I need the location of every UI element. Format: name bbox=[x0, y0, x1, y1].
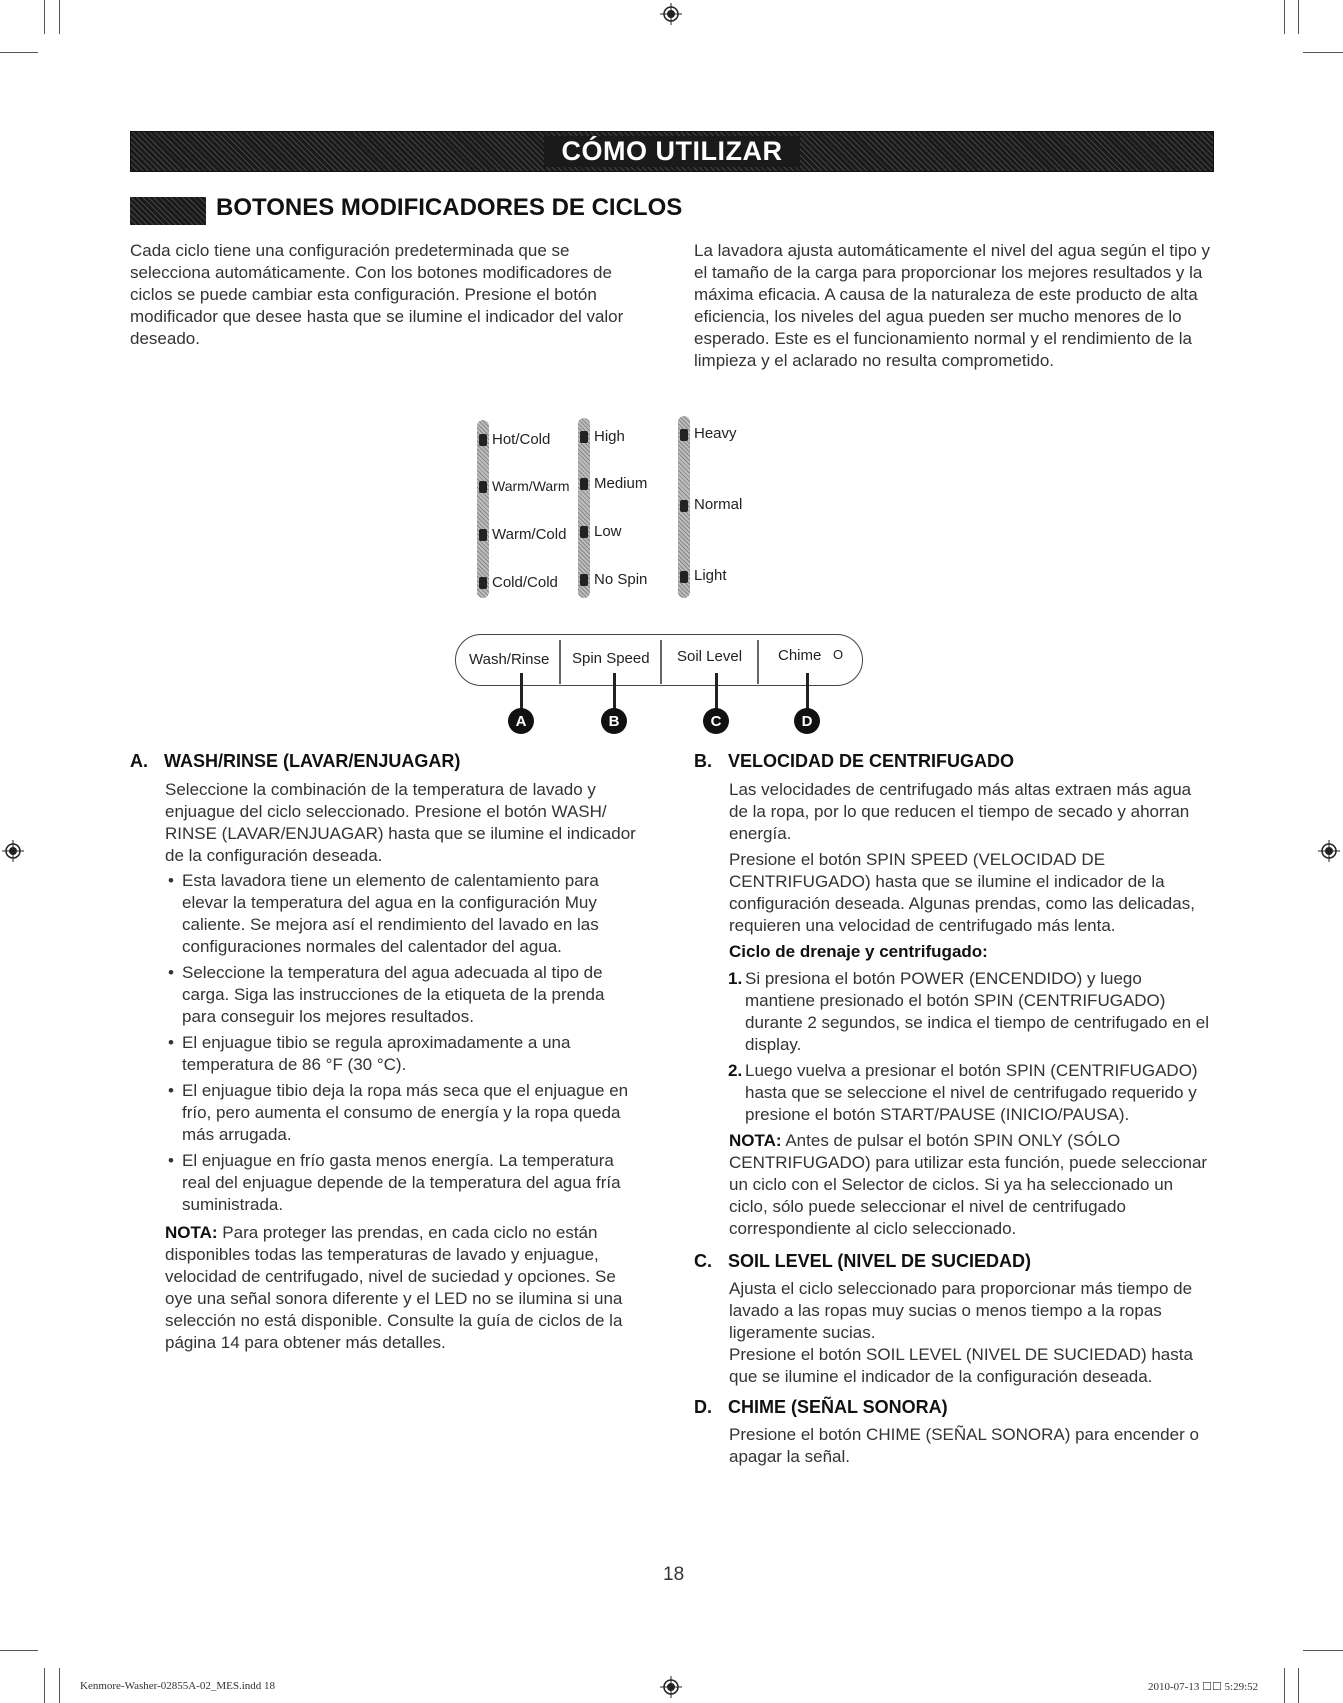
step-number: 2. bbox=[728, 1061, 743, 1080]
section-c-title: SOIL LEVEL (NIVEL DE SUCIEDAD) bbox=[728, 1251, 1032, 1271]
section-c-heading bbox=[694, 1251, 1031, 1272]
section-a-note bbox=[165, 1222, 643, 1354]
section-c-para: Presione el botón SOIL LEVEL (NIVEL DE SUCIEDAD) hasta que se ilumine el indicador de la configuración deseada. bbox=[729, 1345, 1193, 1386]
intro-left: Cada ciclo tiene una configuración predeterminada que se selecciona automáticamente. Con los botones modificadores de ciclos se puede cambiar esta configuración. Presione el botón modificador que desee hasta que se ilumine el indicador del valor deseado. bbox=[130, 241, 624, 348]
section-d-title: CHIME (SEÑAL SONORA) bbox=[728, 1397, 948, 1417]
led-indicator bbox=[580, 478, 588, 490]
callout-c: C bbox=[703, 708, 729, 734]
section-a-bullet: • El enjuague tibio deja la ropa más seca que el enjuague en frío, pero aumenta el consumo de energía y la ropa queda más arrugada. bbox=[182, 1080, 632, 1146]
section-d-para: Presione el botón CHIME (SEÑAL SONORA) para encender o apagar la señal. bbox=[729, 1425, 1199, 1466]
spin-option: High bbox=[594, 428, 625, 445]
section-a-bullet: • El enjuague tibio se regula aproximadamente a una temperatura de 86 °F (30 °C). bbox=[182, 1032, 622, 1076]
chime-indicator-icon: O bbox=[833, 647, 844, 662]
spin-led-bar bbox=[578, 418, 590, 598]
note-text: Antes de pulsar el botón SPIN ONLY (SÓLO CENTRIFUGADO) para utilizar esta función, puede seleccionar un ciclo con el Selector de ciclos. Si ya ha seleccionado un ciclo, sólo puede seleccionar el nivel de centrifugado correspondiente al ciclo seleccionado. bbox=[729, 1131, 1208, 1238]
led-indicator bbox=[479, 481, 487, 493]
section-b-step bbox=[728, 1060, 1213, 1126]
section-a-bullet: • Seleccione la temperatura del agua adecuada al tipo de carga. Siga las instrucciones de la etiqueta de la prenda para conseguir los mejores resultados. bbox=[182, 962, 622, 1028]
section-letter: B. bbox=[694, 751, 712, 771]
led-indicator bbox=[479, 434, 487, 446]
section-b-step bbox=[728, 968, 1213, 1056]
crop-mark bbox=[1303, 52, 1343, 53]
crop-mark bbox=[44, 1668, 45, 1703]
footer-timestamp: 2010-07-13 ☐☐ 5:29:52 bbox=[1148, 1681, 1259, 1693]
soil-option: Heavy bbox=[694, 425, 737, 442]
step-text: Si presiona el botón POWER (ENCENDIDO) y luego mantiene presionado el botón SPIN (CENTRIFUGADO) durante 2 segundos, se indica el tiempo de centrifugado en el display. bbox=[745, 969, 1210, 1054]
crop-mark bbox=[44, 0, 45, 34]
section-b-para: Las velocidades de centrifugado más altas extraen más agua de la ropa, por lo que reducen el tiempo de secado y ahorran energía. bbox=[729, 780, 1192, 843]
led-indicator bbox=[479, 577, 487, 589]
section-a-bullet: • Esta lavadora tiene un elemento de calentamiento para elevar la temperatura del agua en la configuración Muy caliente. Se mejora así el rendimiento del lavado en las configuraciones normales del calentador del agua. bbox=[182, 870, 622, 958]
footer-file-info: Kenmore-Washer-02855A-02_MES.indd 18 bbox=[80, 1680, 276, 1692]
spin-option: Low bbox=[594, 523, 622, 540]
led-indicator bbox=[680, 500, 688, 512]
registration-mark-icon bbox=[2, 840, 24, 862]
soil-option: Normal bbox=[694, 496, 743, 513]
registration-mark-icon bbox=[660, 1676, 682, 1698]
temp-option: Warm/Warm bbox=[492, 478, 570, 494]
wash-rinse-button[interactable]: Wash/Rinse bbox=[469, 651, 550, 668]
section-d-heading bbox=[694, 1397, 948, 1418]
note-text: Para proteger las prendas, en cada ciclo no están disponibles todas las temperaturas de lavado y enjuague, velocidad de centrifugado, nivel de suciedad y opciones. Se oye una señal sonora diferente y el LED no se ilumina si una selección no está disponible. Consulte la guía de ciclos de la página 14 para obtener más detalles. bbox=[165, 1223, 623, 1352]
step-text: Luego vuelva a presionar el botón SPIN (CENTRIFUGADO) hasta que se seleccione el nivel de centrifugado requerido y presione el botón START/PAUSE (INICIO/PAUSA). bbox=[745, 1061, 1198, 1124]
crop-mark bbox=[59, 1668, 60, 1703]
chime-button[interactable]: Chime bbox=[778, 647, 822, 664]
registration-mark-icon bbox=[1318, 840, 1340, 862]
led-indicator bbox=[580, 526, 588, 538]
crop-mark bbox=[0, 1650, 38, 1651]
led-indicator bbox=[580, 574, 588, 586]
section-a-bullet: • El enjuague en frío gasta menos energía. La temperatura real del enjuague depende de la temperatura del agua fría suministrada. bbox=[182, 1150, 632, 1216]
callout-b: B bbox=[601, 708, 627, 734]
section-b-title: VELOCIDAD DE CENTRIFUGADO bbox=[728, 751, 1015, 771]
temp-led-bar bbox=[477, 420, 489, 598]
section-b-subheading: Ciclo de drenaje y centrifugado: bbox=[729, 942, 988, 961]
callout-stem bbox=[520, 673, 523, 709]
section-letter: C. bbox=[694, 1251, 712, 1271]
crop-mark bbox=[59, 0, 60, 34]
led-indicator bbox=[580, 431, 588, 443]
section-title: BOTONES MODIFICADORES DE CICLOS bbox=[216, 194, 683, 221]
section-a-para: Seleccione la combinación de la temperatura de lavado y enjuague del ciclo seleccionado. Presione el botón WASH/ RINSE (LAVAR/ENJUAGAR) hasta que se ilumine el indicador de la configuración deseada. bbox=[165, 780, 636, 865]
spin-option: No Spin bbox=[594, 571, 648, 588]
temp-option: Hot/Cold bbox=[492, 431, 551, 448]
led-indicator bbox=[479, 529, 487, 541]
section-letter: D. bbox=[694, 1397, 712, 1417]
crop-mark bbox=[1298, 0, 1299, 34]
callout-d: D bbox=[794, 708, 820, 734]
section-b-heading bbox=[694, 751, 1014, 772]
crop-mark bbox=[1298, 1668, 1299, 1703]
banner-title: CÓMO UTILIZAR bbox=[544, 136, 801, 167]
crop-mark bbox=[1284, 1668, 1285, 1703]
registration-mark-icon bbox=[660, 3, 682, 25]
intro-right: La lavadora ajusta automáticamente el nivel del agua según el tipo y el tamaño de la carga para proporcionar los mejores resultados y la máxima eficacia. A causa de la naturaleza de este producto de alta eficiencia, los niveles del agua pueden ser mucho menores de lo esperado. Este es el funcionamiento normal y el rendimiento de la limpieza y el aclarado no resulta comprometido. bbox=[694, 241, 1211, 370]
led-indicator bbox=[680, 429, 688, 441]
page-number: 18 bbox=[663, 1564, 685, 1585]
soil-level-button[interactable]: Soil Level bbox=[677, 648, 743, 665]
callout-stem bbox=[715, 673, 718, 709]
spin-option: Medium bbox=[594, 475, 648, 492]
note-label: NOTA: bbox=[165, 1223, 218, 1242]
spin-speed-button[interactable]: Spin Speed bbox=[572, 650, 650, 667]
section-letter: A. bbox=[130, 751, 148, 771]
section-b-para: Presione el botón SPIN SPEED (VELOCIDAD DE CENTRIFUGADO) hasta que se ilumine el indicador de la configuración deseada. Algunas prendas, como las delicadas, requieren una velocidad de centrifugado más lenta. bbox=[729, 850, 1195, 935]
callout-a: A bbox=[508, 708, 534, 734]
crop-mark bbox=[0, 52, 38, 53]
soil-option: Light bbox=[694, 567, 727, 584]
banner bbox=[130, 131, 1214, 172]
step-number: 1. bbox=[728, 969, 743, 988]
panel-divider bbox=[757, 640, 762, 684]
crop-mark bbox=[1284, 0, 1285, 34]
callout-stem bbox=[806, 673, 809, 709]
crop-mark bbox=[1303, 1650, 1343, 1651]
section-c-para: Ajusta el ciclo seleccionado para proporcionar más tiempo de lavado a las ropas muy sucias o menos tiempo a la ropas ligeramente sucias. bbox=[729, 1279, 1193, 1342]
section-marker bbox=[130, 197, 206, 225]
note-label: NOTA: bbox=[729, 1131, 782, 1150]
section-a-heading bbox=[130, 751, 460, 772]
temp-option: Cold/Cold bbox=[492, 574, 558, 591]
callout-stem bbox=[613, 673, 616, 709]
led-indicator bbox=[680, 571, 688, 583]
temp-option: Warm/Cold bbox=[492, 526, 567, 543]
section-b-note bbox=[729, 1130, 1213, 1240]
section-a-title: WASH/RINSE (LAVAR/ENJUAGAR) bbox=[164, 751, 461, 771]
